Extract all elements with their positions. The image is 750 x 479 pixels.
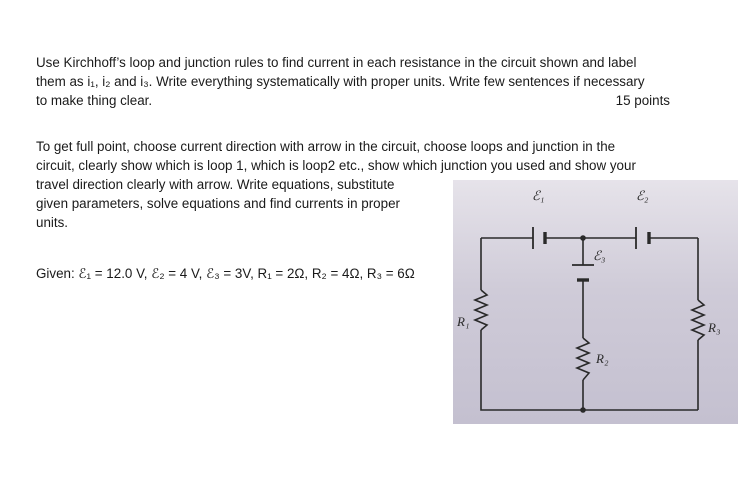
junction-bottom bbox=[580, 407, 586, 413]
instructions-line-2: circuit, clearly show which is loop 1, which is loop2 etc., show which junction you used and show your bbox=[36, 158, 636, 173]
r1-label: R₁ bbox=[457, 314, 470, 329]
emf1-label: ℰ₁ bbox=[532, 188, 545, 203]
given-values: Given: ℰ₁ = 12.0 V, ℰ₂ = 4 V, ℰ₃ = 3V, R₁ = 2Ω, R₂ = 4Ω, R₃ = 6Ω bbox=[36, 266, 415, 281]
emf2-label: ℰ₂ bbox=[636, 188, 649, 203]
instructions-line-4: given parameters, solve equations and find currents in proper bbox=[36, 196, 400, 211]
instructions-line-3: travel direction clearly with arrow. Write equations, substitute bbox=[36, 177, 395, 192]
instructions-line-1: To get full point, choose current direction with arrow in the circuit, choose loops and junction in the bbox=[36, 139, 616, 154]
problem-statement bbox=[36, 53, 716, 110]
problem-line-3: to make thing clear. bbox=[36, 93, 153, 108]
r3-label: R₃ bbox=[708, 320, 721, 335]
problem-line-2: them as i₁, i₂ and i₃. Write everything systematically with proper units. Write few sentences if necessary bbox=[36, 74, 645, 89]
figure-background bbox=[453, 180, 738, 424]
junction-top bbox=[580, 235, 586, 241]
problem-line-1: Use Kirchhoff’s loop and junction rules to find current in each resistance in the circuit shown and label bbox=[36, 55, 637, 70]
r2-label: R₂ bbox=[596, 351, 609, 366]
points-value: 15 points bbox=[615, 93, 670, 108]
circuit-diagram bbox=[453, 180, 738, 424]
instructions-continued bbox=[36, 175, 446, 232]
instructions-paragraph bbox=[36, 137, 716, 175]
instructions-line-5: units. bbox=[36, 215, 69, 230]
emf3-label: ℰ₃ bbox=[593, 248, 606, 263]
